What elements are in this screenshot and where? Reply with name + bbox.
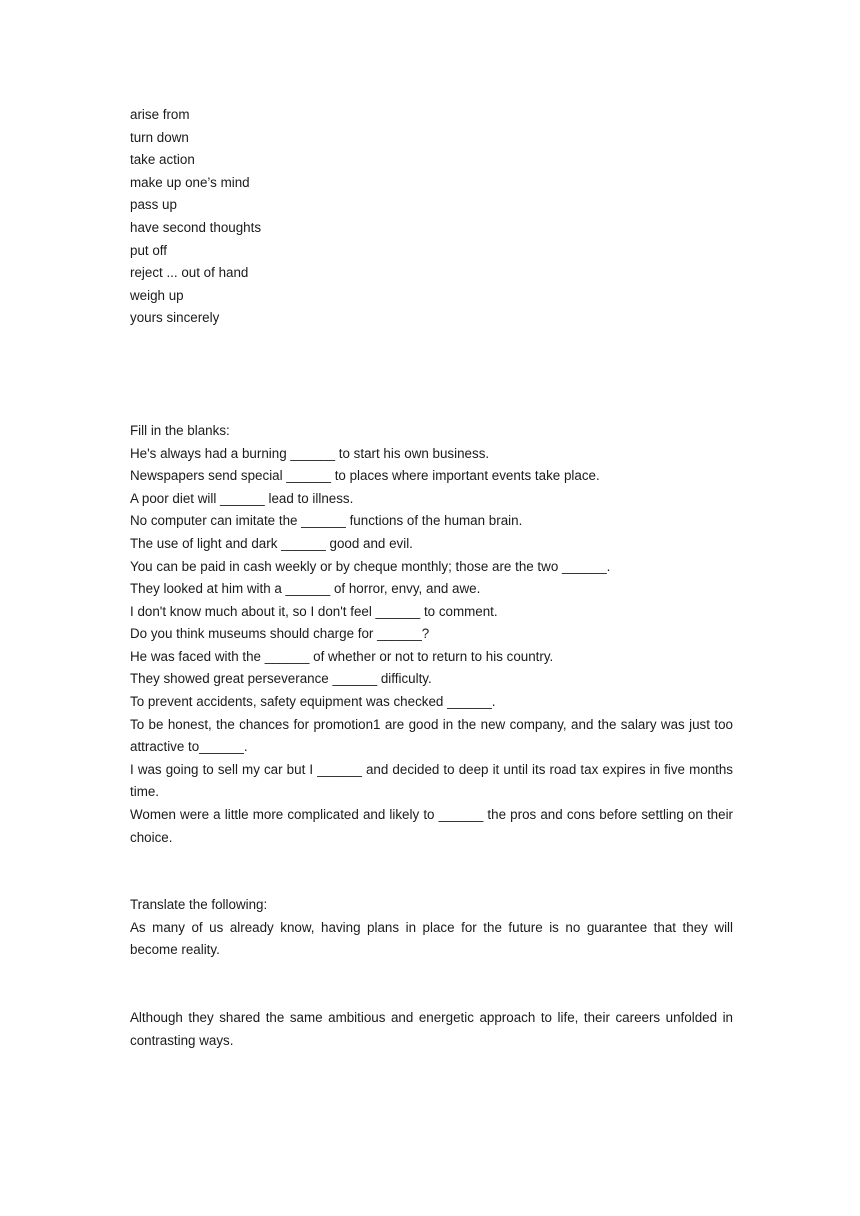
spacer [130,962,733,1007]
section-heading: Translate the following: [130,897,268,913]
blank-sentence: They showed great perseverance ______ difficulty. [130,671,432,687]
phrase-item: arise from [130,107,190,122]
blank-sentence: The use of light and dark ______ good and evil. [130,535,413,551]
phrase-item: take action [130,152,195,168]
section-heading: Fill in the blanks: [130,422,230,438]
phrase-item: turn down [130,129,189,145]
phrase-list [130,104,733,330]
blank-sentence: A poor diet will ______ lead to illness. [130,490,354,506]
phrase-item: have second thoughts [130,219,262,235]
phrase-item: put off [130,242,167,258]
spacer [130,849,733,894]
phrase-item: yours sincerely [130,310,220,326]
fill-in-blanks-section [130,420,733,849]
blank-sentence: He was faced with the ______ of whether or not to return to his country. [130,648,554,664]
blank-sentence: I don't know much about it, so I don't feel ______ to comment. [130,603,498,619]
translate-sentence: Although they shared the same ambitious and energetic approach to life, their careers unfolded in contrasting ways. [130,1010,733,1048]
translate-section [130,894,733,1052]
phrase-item: weigh up [130,287,184,303]
document-page [130,104,733,1052]
blank-sentence: I was going to sell my car but I ______ and decided to deep it until its road tax expires in five months time. [130,761,733,800]
blank-sentence: Do you think museums should charge for ______? [130,626,430,642]
blank-sentence: To be honest, the chances for promotion1 are good in the new company, and the salary was just too attractive to______. [130,716,733,755]
blank-sentence: They looked at him with a ______ of horror, envy, and awe. [130,581,481,597]
blank-sentence: Women were a little more complicated and likely to ______ the pros and cons before settling on their choice. [130,807,733,845]
spacer [130,330,733,420]
phrase-item: pass up [130,197,177,213]
blank-sentence: Newspapers send special ______ to places where important events take place. [130,468,600,484]
blank-sentence: He's always had a burning ______ to start his own business. [130,445,490,461]
blank-sentence: To prevent accidents, safety equipment was checked ______. [130,694,496,710]
blank-sentence: You can be paid in cash weekly or by cheque monthly; those are the two ______. [130,558,611,574]
phrase-item: reject ... out of hand [130,265,249,281]
translate-sentence: As many of us already know, having plans in place for the future is no guarantee that they will become reality. [130,919,733,958]
phrase-item: make up one’s mind [130,174,250,190]
blank-sentence: No computer can imitate the ______ functions of the human brain. [130,513,523,529]
